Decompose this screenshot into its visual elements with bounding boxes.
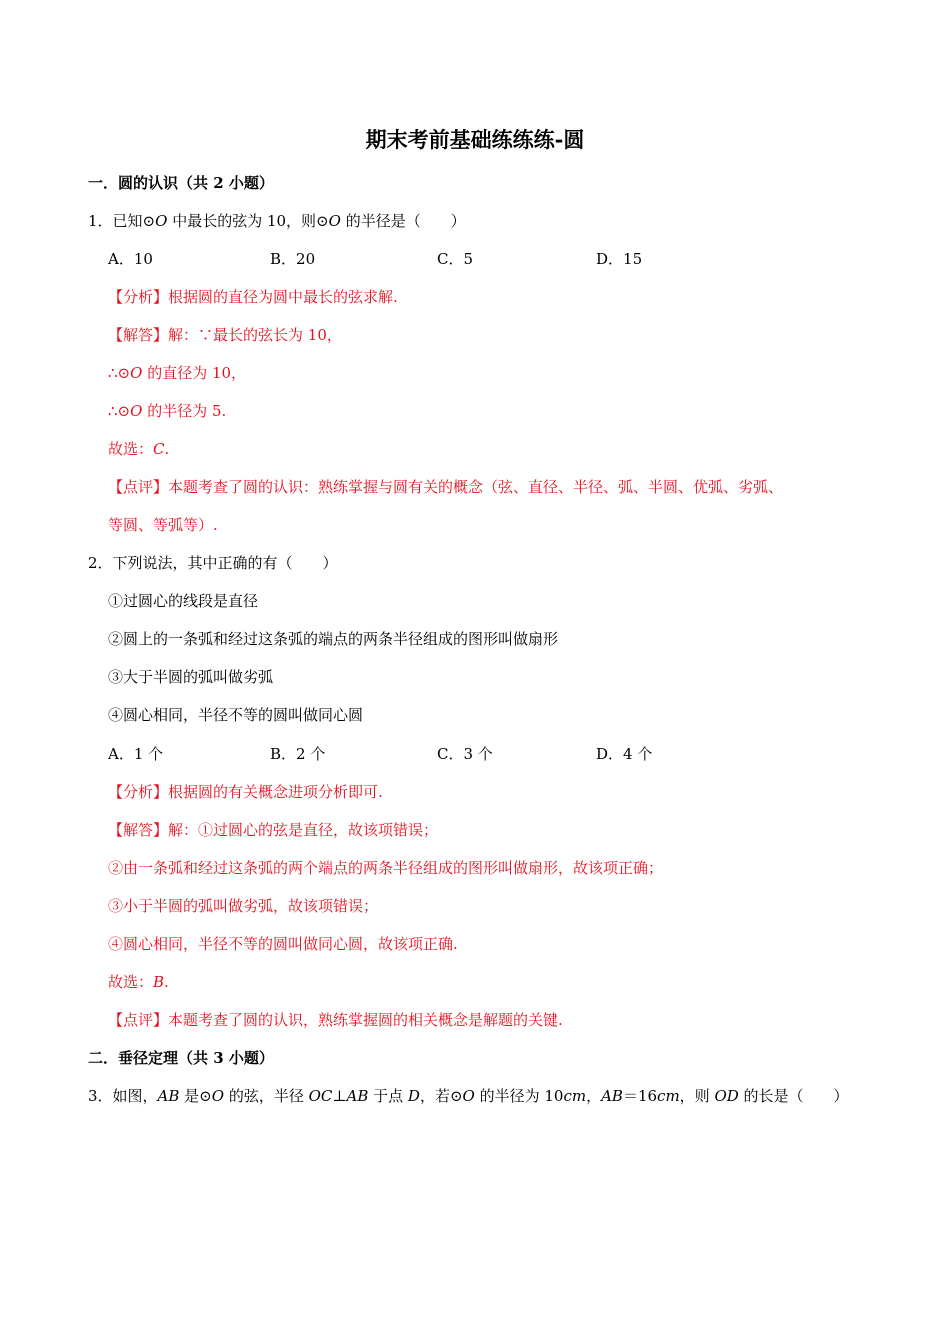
question-2-stem: 2．下列说法，其中正确的有（ ） [88,554,338,572]
q1-choice-letter: C [153,440,165,458]
q3-text: ⊥ [332,1087,347,1105]
q1-option-a[interactable]: A．10 [108,250,153,268]
q2-option-a[interactable]: A．1 个 [108,745,164,763]
q3-text: 的长是（ ） [738,1087,849,1105]
q2-choice-label: 故选： [108,973,154,991]
q3-var: O [462,1087,475,1105]
q3-text: ，则 [679,1087,715,1105]
q2-analysis: 【分析】根据圆的有关概念进项分析即可. [108,783,383,801]
q1-choice-end: . [164,440,170,458]
q1-comment-line-1: 【点评】本题考查了圆的认识：熟练掌握与圆有关的概念（弦、直径、半径、弧、半圆、优弧、劣弧、 [108,478,784,496]
q3-text: 于点 [368,1087,408,1105]
q1-step-text: ∴⊙ [108,402,131,420]
section-heading-circle-basics: 一．圆的认识（共 2 小题） [88,174,274,192]
q2-statement-1: ①过圆心的线段是直径 [108,592,259,610]
q3-text: ，若⊙ [419,1087,463,1105]
q1-step-2 [108,400,226,422]
q2-comment: 【点评】本题考查了圆的认识，熟练掌握圆的相关概念是解题的关键. [108,1011,563,1029]
q1-step-text: ∴⊙ [108,364,131,382]
section-heading-perpendicular-diameter: 二．垂径定理（共 3 小题） [88,1049,274,1067]
q2-option-c[interactable]: C．3 个 [437,745,493,763]
q3-var: AB [601,1087,623,1105]
q1-option-c[interactable]: C．5 [437,250,474,268]
q2-answer-2: ②由一条弧和经过这条弧的两个端点的两条半径组成的图形叫做扇形，故该项正确； [108,859,664,877]
q3-text: ＝16 [622,1087,658,1105]
q1-text: 1．已知⊙ [88,212,156,230]
q3-unit: cm [563,1087,587,1105]
q2-choice-letter: B [153,973,165,991]
q1-comment-line-2: 等圆、等弧等）. [108,516,218,534]
question-1-stem [88,210,466,232]
q1-step-var: O [130,364,143,382]
question-3-stem [88,1085,849,1107]
q3-text: 是⊙ [179,1087,212,1105]
q2-choice [108,971,169,993]
q3-var: OD [714,1087,739,1105]
q1-text: 的半径是（ ） [340,212,466,230]
q1-choice [108,438,169,460]
q2-statement-3: ③大于半圆的弧叫做劣弧 [108,668,274,686]
q2-statement-2: ②圆上的一条弧和经过这条弧的端点的两条半径组成的图形叫做扇形 [108,630,559,648]
q1-step-text: 的直径为 10， [142,364,247,382]
q1-option-d[interactable]: D．15 [596,250,643,268]
q2-option-b[interactable]: B．2 个 [270,745,326,763]
q2-choice-end: . [164,973,169,991]
q2-answer-1: 【解答】解：①过圆心的弦是直径，故该项错误； [108,821,439,839]
q1-step-var: O [130,402,143,420]
q3-text: 3．如图， [88,1087,158,1105]
q3-text: 的弦，半径 [224,1087,309,1105]
q3-text: ， [586,1087,602,1105]
q1-var: O [328,212,341,230]
q3-var: OC [308,1087,333,1105]
q1-analysis: 【分析】根据圆的直径为圆中最长的弦求解. [108,288,398,306]
q3-var: AB [346,1087,369,1105]
q2-option-d[interactable]: D．4 个 [596,745,653,763]
page-title: 期末考前基础练练练-圆 [365,127,585,152]
q3-var: D [407,1087,420,1105]
q2-answer-3: ③小于半圆的弧叫做劣弧，故该项错误； [108,897,379,915]
q2-answer-4: ④圆心相同，半径不等的圆叫做同心圆，故该项正确. [108,935,458,953]
q2-statement-4: ④圆心相同，半径不等的圆叫做同心圆 [108,706,364,724]
q1-step-1 [108,362,246,384]
q3-unit: cm [657,1087,680,1105]
q3-var: O [211,1087,225,1105]
q3-text: 的半径为 10 [474,1087,564,1105]
q1-text: 中最长的弦为 10，则⊙ [167,212,329,230]
q1-step-text: 的半径为 5. [142,402,227,420]
q1-var: O [155,212,168,230]
q3-var: AB [157,1087,180,1105]
q1-option-b[interactable]: B．20 [270,250,316,268]
q1-answer: 【解答】解：∵最长的弦长为 10， [108,326,342,344]
q1-choice-label: 故选： [108,440,154,458]
